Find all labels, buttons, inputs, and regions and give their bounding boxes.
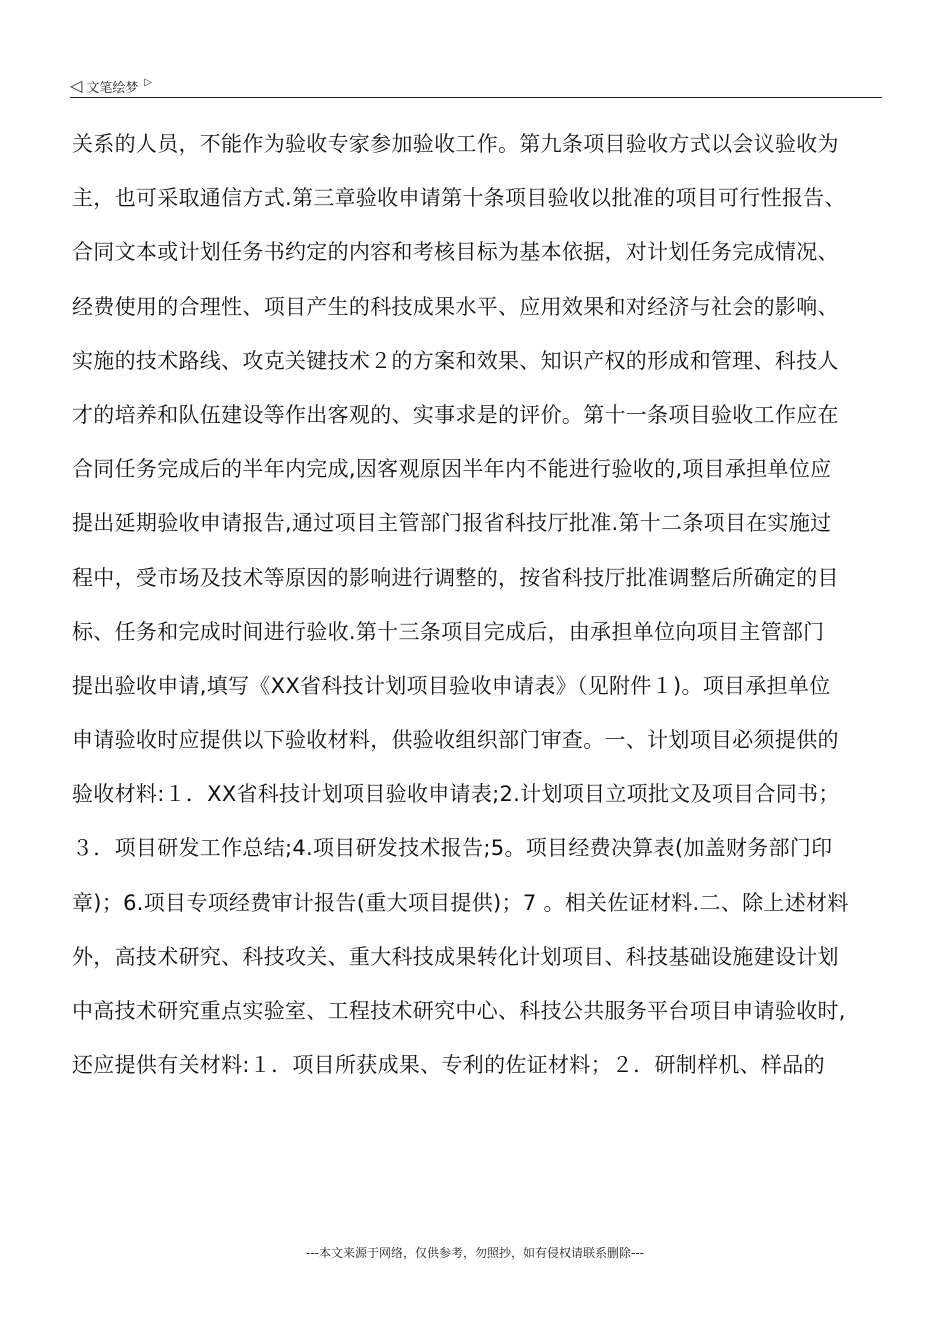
body-line: 合同文本或计划任务书约定的内容和考核目标为基本依据，对计划任务完成情况、: [72, 240, 839, 265]
header-divider: [70, 97, 882, 98]
header-title: 文笔绘梦: [86, 80, 139, 96]
body-line: 标、任务和完成时间进行验收.第十三条项目完成后，由承担单位向项目主管部门: [72, 619, 825, 644]
body-line: 验收材料:１．XX省科技计划项目验收申请表;2.计划项目立项批文及项目合同书；: [72, 782, 840, 807]
page-header: [70, 74, 882, 98]
body-line: 实施的技术路线、攻克关键技术２的方案和效果、知识产权的形成和管理、科技人: [72, 348, 839, 373]
body-line: 才的培养和队伍建设等作出客观的、实事求是的评价。第十一条项目验收工作应在: [72, 402, 839, 427]
body-line: 合同任务完成后的半年内完成,因客观原因半年内不能进行验收的,项目承担单位应: [72, 457, 832, 482]
body-line: 还应提供有关材料:１．项目所获成果、专利的佐证材料；２．研制样机、样品的: [72, 1053, 825, 1078]
document-body: [72, 122, 882, 1097]
body-line: 提出验收申请,填写《XX省科技计划项目验收申请表》（见附件１)。项目承担单位: [72, 673, 831, 698]
body-line: 章)；6.项目专项经费审计报告(重大项目提供)；7 。相关佐证材料.二、除上述材料: [72, 890, 849, 915]
right-triangle-icon: ▷: [144, 77, 153, 88]
body-line: 关系的人员，不能作为验收专家参加验收工作。第九条项目验收方式以会议验收为: [72, 132, 839, 156]
body-line: 外，高技术研究、科技攻关、重大科技成果转化计划项目、科技基础设施建设计划: [72, 944, 839, 969]
body-line: ３．项目研发工作总结;4.项目研发技术报告;5。项目经费决算表(加盖财务部门印: [72, 836, 833, 861]
body-line: 主，也可采取通信方式.第三章验收申请第十条项目验收以批准的项目可行性报告、: [72, 186, 846, 211]
page-footer: ---本文来源于网络，仅供参考，勿照抄，如有侵权请联系删除---: [306, 1246, 644, 1260]
body-line: 经费使用的合理性、项目产生的科技成果水平、应用效果和对经济与社会的影响、: [72, 294, 839, 319]
body-line: 中高技术研究重点实验室、工程技术研究中心、科技公共服务平台项目申请验收时,: [72, 999, 846, 1023]
body-line: 程中，受市场及技术等原因的影响进行调整的，按省科技厅批准调整后所确定的目: [72, 565, 839, 590]
body-line: 提出延期验收申请报告,通过项目主管部门报省科技厅批准.第十二条项目在实施过: [72, 511, 832, 536]
left-triangle-icon: ◁: [70, 76, 83, 95]
body-line: 申请验收时应提供以下验收材料，供验收组织部门审查。一、计划项目必须提供的: [72, 728, 839, 753]
